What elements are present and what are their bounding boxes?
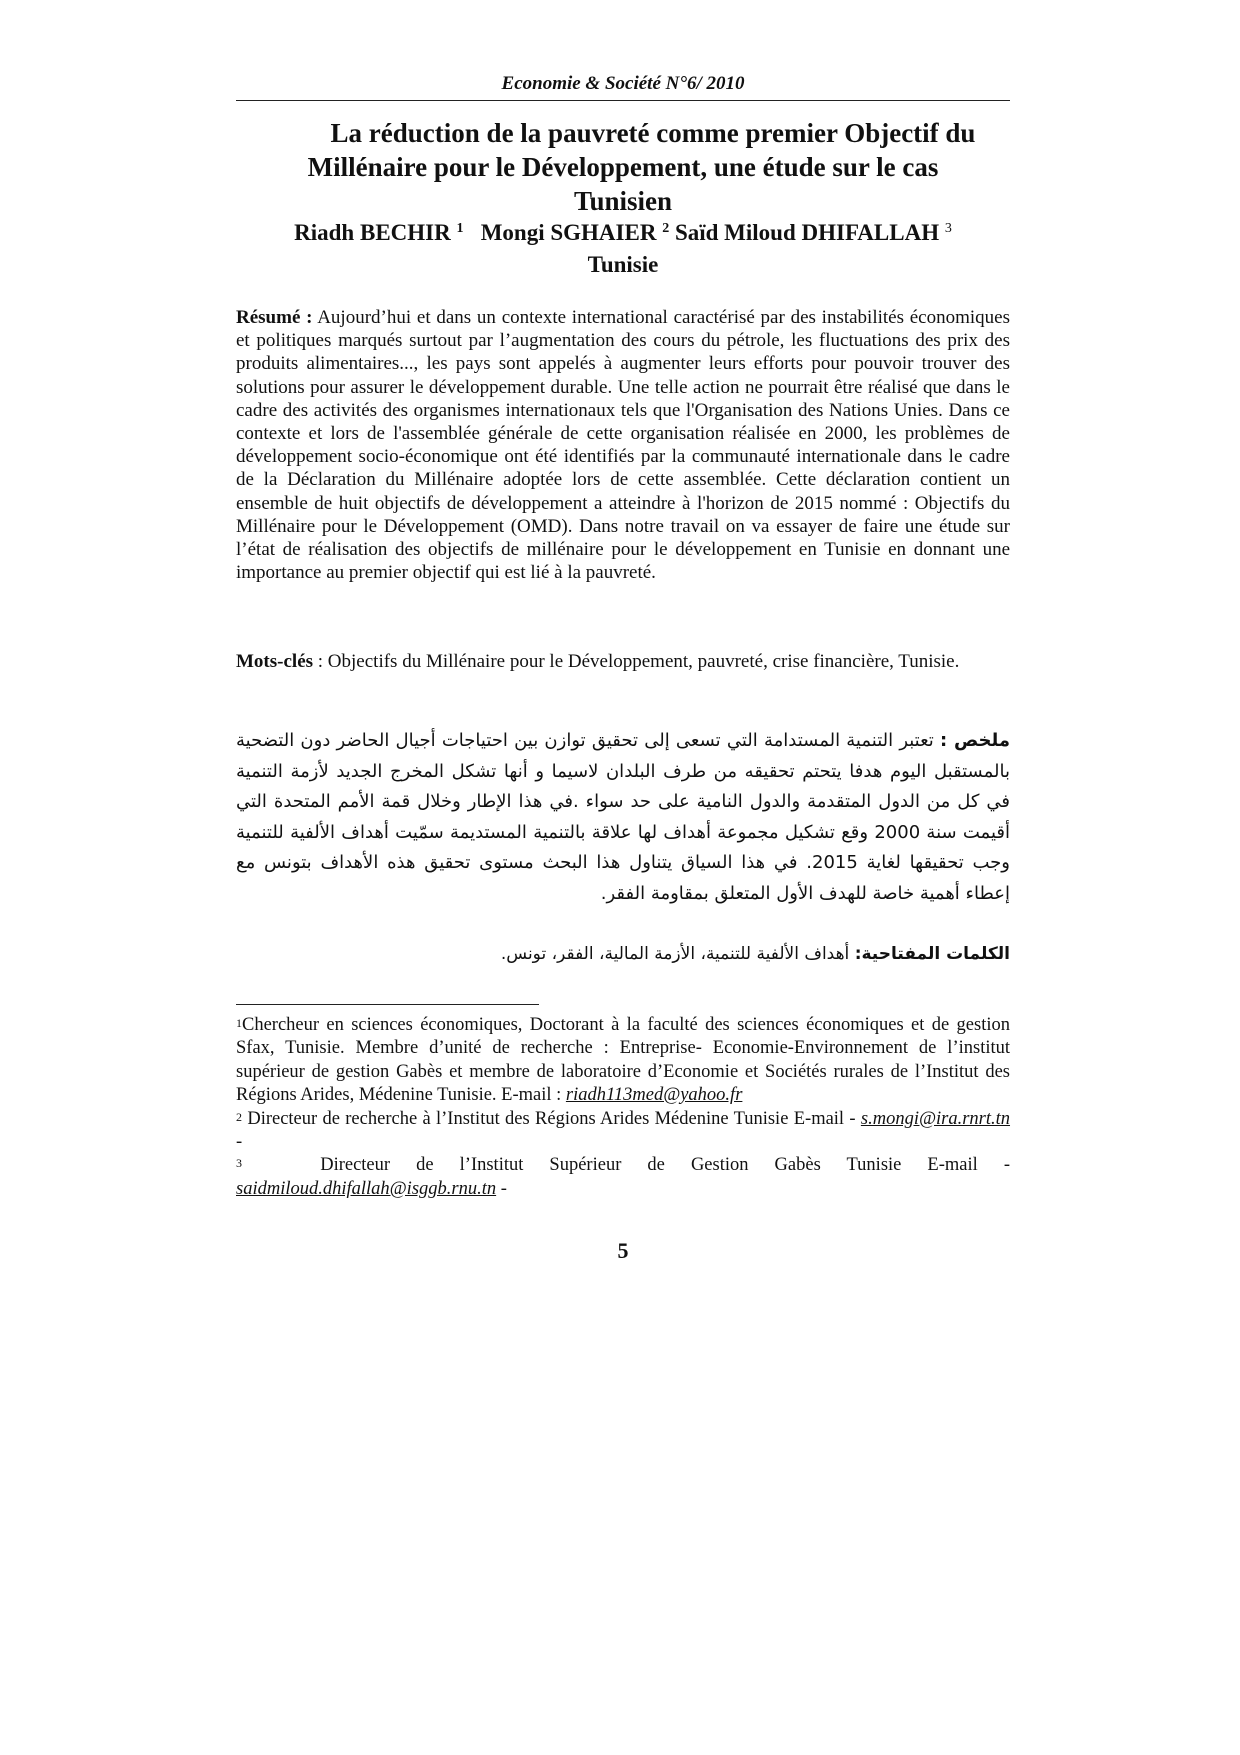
footnotes bbox=[236, 1014, 1010, 1201]
footnote-suffix: - bbox=[496, 1178, 507, 1199]
title-line-1: La réduction de la pauvreté comme premier Objectif du bbox=[330, 118, 976, 148]
arabic-keywords-text: أهداف الألفية للتنمية، الأزمة المالية، الفقر، تونس. bbox=[500, 944, 850, 964]
abstract-french bbox=[236, 306, 1010, 584]
arabic-abstract-text: تعتبر التنمية المستدامة التي تسعى إلى تحقيق توازن بين احتياجات أجيال الحاضر دون التضحية بالمستقبل اليوم هدفا يتحتم تحقيقه من طرف البلدان لاسيما و أنها تشكل المخرج الجديد لأزمة التنمية في كل من الدول المتقدمة والدول النامية على حد سواء .في هذا الإطار وخلال قمة الأمم المتحدة التي أقيمت سنة 2000 وقع تشكيل مجموعة أهداف لها علاقة بالتنمية المستديمة سمّيت أهداف الألفية للتنمية وجب تحقيقها لغاية 2015. في هذا السياق يتناول هذا البحث مستوى تحقيق هذه الأهداف بتونس مع إعطاء أهمية خاصة للهدف الأول المتعلق بمقاومة الفقر. bbox=[236, 730, 1010, 904]
footnote-number: 3 bbox=[236, 1156, 242, 1171]
footnote-suffix: - bbox=[236, 1132, 243, 1153]
footnote bbox=[236, 1108, 1010, 1155]
keywords-french bbox=[236, 650, 1010, 674]
footnote-email-link[interactable]: riadh113med@yahoo.fr bbox=[565, 1085, 743, 1106]
abstract-text: Aujourd’hui et dans un contexte international caractérisé par des instabilités économiques et politiques marqués surtout par l’augmentation des cours du pétrole, les fluctuations des prix des produits alimentaires..., les pays sont appelés à augmenter leurs efforts pour pouvoir trouver des solutions pour assurer le développement durable. Une telle action ne pourrait être réalisé que dans le cadre des activités des organismes internationaux tels que l'Organisation des Nations Unies. Dans ce contexte et lors de l'assemblée générale de cette organisation réalisée en 2000, les problèmes de développement socio-économique ont été identifiés par la communauté internationale dans le cadre de la Déclaration du Millénaire adoptée lors de cette assemblée. Cette déclaration contient un ensemble de huit objectifs de développement a atteindre à l'horizon de 2015 nommé : Objectifs du Millénaire pour le Développement (OMD). Dans notre travail on va essayer de faire une étude sur l’état de réalisation des objectifs de millénaire pour le développement en Tunisie en donnant une importance au premier objectif qui est lié à la pauvreté. bbox=[236, 307, 1010, 584]
footnote-text: Directeur de recherche à l’Institut des Régions Arides Médenine Tunisie E-mail - bbox=[247, 1108, 856, 1129]
footnote-number: 2 bbox=[236, 1109, 242, 1124]
author-name: Saïd Miloud DHIFALLAH bbox=[674, 220, 940, 245]
keywords-label: Mots-clés bbox=[236, 651, 314, 672]
author-affiliation-mark: 1 bbox=[456, 221, 464, 236]
author-list bbox=[236, 218, 1010, 248]
author-name: Riadh BECHIR bbox=[294, 220, 451, 245]
keywords-text: : Objectifs du Millénaire pour le Développement, pauvreté, crise financière, Tunisie. bbox=[317, 651, 960, 672]
author-country: Tunisie bbox=[587, 252, 659, 277]
footnote bbox=[236, 1014, 1010, 1108]
footnote bbox=[236, 1154, 1010, 1201]
footnote-email-link[interactable]: s.mongi@ira.rnrt.tn bbox=[860, 1108, 1011, 1129]
arabic-keywords-label: الكلمات المفتاحية: bbox=[854, 944, 1010, 964]
author-affiliation-mark: 2 bbox=[662, 221, 670, 236]
header-rule bbox=[236, 100, 1010, 101]
author-name: Mongi SGHAIER bbox=[480, 220, 657, 245]
author-affiliation-mark: 3 bbox=[944, 221, 952, 236]
abstract-arabic bbox=[236, 726, 1010, 909]
abstract-label: Résumé : bbox=[236, 307, 313, 328]
page-number: 5 bbox=[617, 1238, 629, 1263]
journal-header: Economie & Société N°6/ 2010 bbox=[501, 73, 745, 94]
paper-title bbox=[236, 116, 1010, 218]
footnote-email-link[interactable]: saidmiloud.dhifallah@isggb.rnu.tn bbox=[236, 1178, 497, 1199]
arabic-abstract-label: ملخص : bbox=[940, 730, 1010, 751]
footnote-text: Directeur de l’Institut Supérieur de Gestion Gabès Tunisie E-mail - bbox=[320, 1155, 1011, 1176]
title-line-3: Tunisien bbox=[573, 186, 673, 216]
footnote-rule bbox=[236, 1004, 539, 1005]
footnote-text: Chercheur en sciences économiques, Doctorant à la faculté des sciences économiques et de gestion Sfax, Tunisie. Membre d’unité de recherche : Entreprise- Economie-Environnement de l’institut supérieur de gestion Gabès et membre de laboratoire d’Economie et Sociétés rurales de l’Institut des Régions Arides, Médenine Tunisie. E-mail : bbox=[236, 1015, 1010, 1106]
keywords-arabic bbox=[236, 940, 1010, 968]
title-line-2: Millénaire pour le Développement, une étude sur le cas bbox=[307, 152, 939, 182]
footnote-number: 1 bbox=[236, 1016, 242, 1030]
